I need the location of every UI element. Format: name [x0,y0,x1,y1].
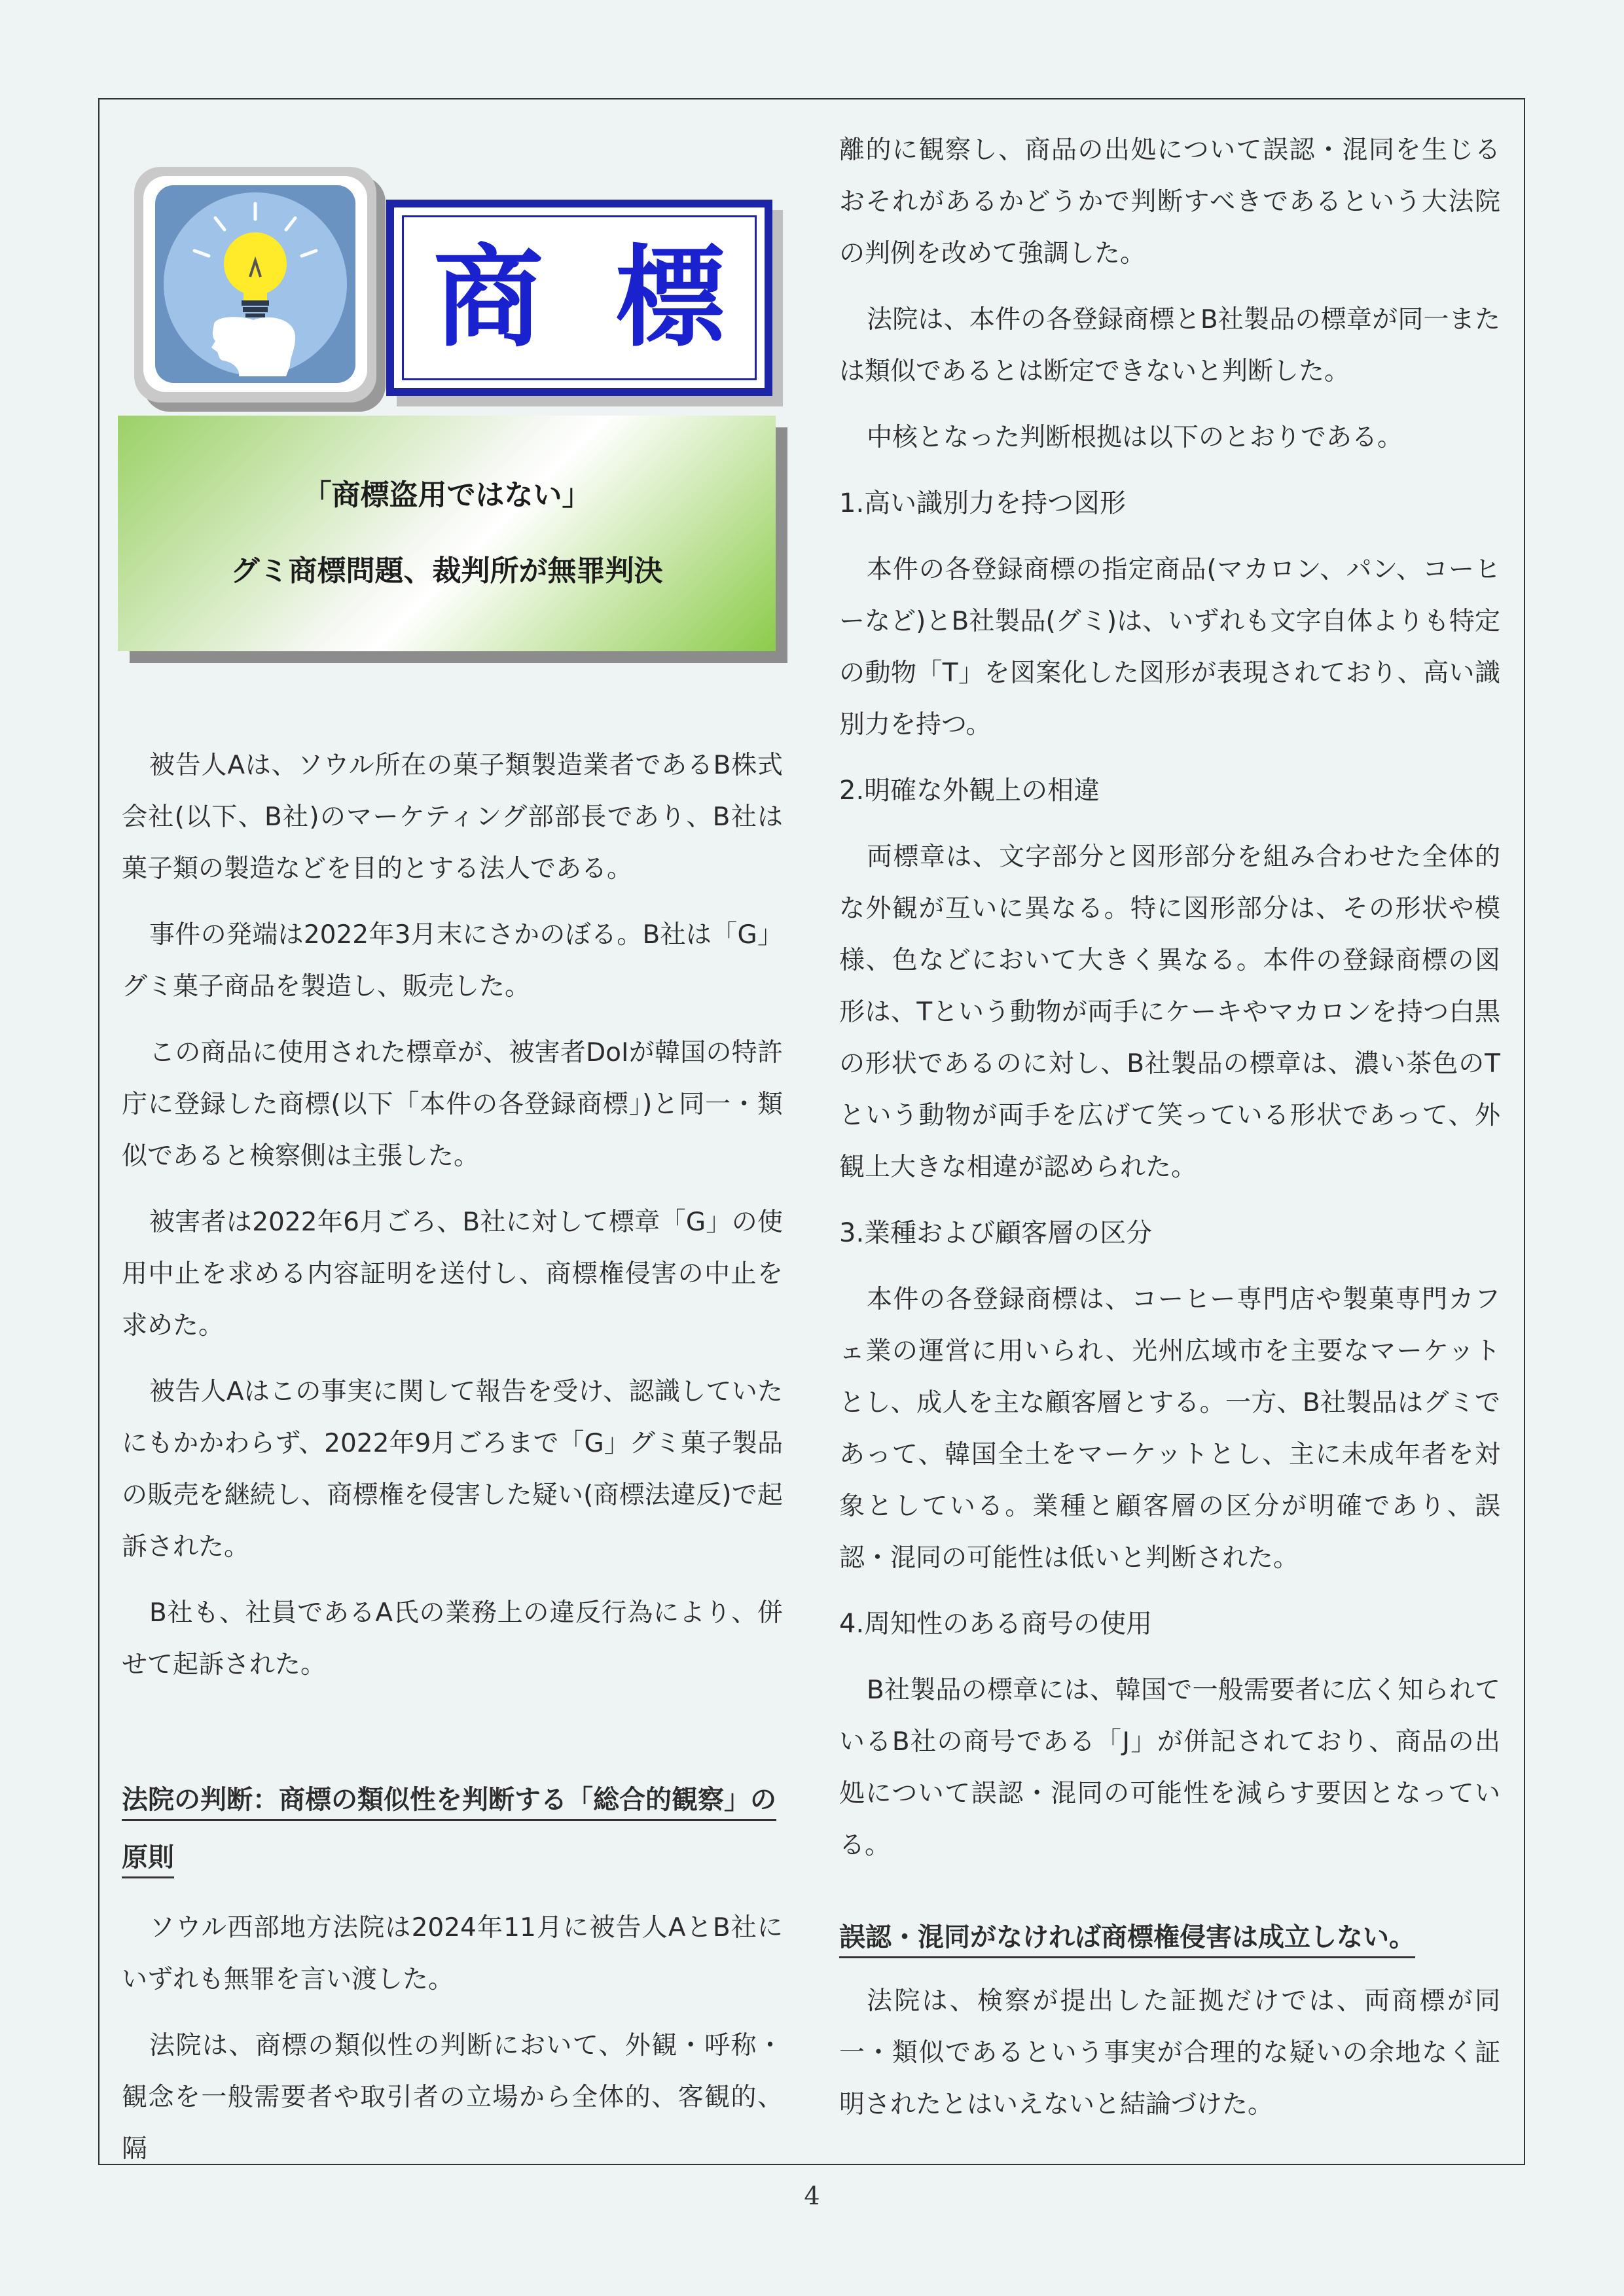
body-paragraph: B社も、社員であるA氏の業務上の違反行為により、併せて起訴された。 [122,1598,783,1679]
left-section [122,1774,783,2189]
body-paragraph: この商品に使用された標章が、被害者DoIが韓国の特許庁に登録した商標(以下「本件の各登録商標」)と同一・類似であると検察側は主張した。 [122,1038,783,1171]
lightbulb-head-icon [155,185,355,383]
body-paragraph: 被告人Aはこの事実に関して報告を受け、認識していたにもかかわらず、2022年9月ごろまで「G」グミ菓子製品の販売を継続し、商標権を侵害した疑い(商標法違反)で起訴された。 [122,1377,783,1562]
title-char-2: 標 [615,234,725,362]
left-column [122,740,783,1705]
body-paragraph: 法院は、商標の類似性の判断において、外観・呼称・観念を一般需要者や取引者の立場から全体的、客観的、隔 [122,2031,783,2164]
headline-line-1: 「商標盗用ではない」 [302,478,591,512]
point-text: 本件の各登録商標は、コーヒー専門店や製菓専門カフェ業の運営に用いられ、光州広域市を主要なマーケットとし、成人を主な顧客層とする。一方、B社製品はグミであって、韓国全土をマーケットとし、主に未成年者を対象としている。業種と顧客層の区分が明確であり、誤認・混同の可能性は低いと判断された。 [839,1285,1500,1573]
title-char-1: 商 [433,234,543,362]
body-paragraph: 離的に観察し、商品の出処について誤認・混同を生じるおそれがあるかどうかで判断すべきであるという大法院の判例を改めて強調した。 [839,135,1500,268]
page-number: 4 [804,2181,820,2210]
idea-icon-tile [134,167,376,403]
point-heading: 3.業種および顧客層の区分 [839,1218,1153,1248]
title-box [386,200,772,396]
section-title-line-1: 法院の判断：商標の類似性を判断する「総合的観察」の [122,1785,776,1821]
point-heading: 4.周知性のある商号の使用 [839,1609,1153,1639]
body-paragraph: ソウル西部地方法院は2024年11月に被告人AとB社にいずれも無罪を言い渡した。 [122,1913,783,1994]
body-paragraph: 中核となった判断根拠は以下のとおりである。 [867,423,1403,452]
point-text: 本件の各登録商標の指定商品(マカロン、パン、コーヒーなど)とB社製品(グミ)は、いずれも文字自体よりも特定の動物「T」を図案化した図形が表現されており、高い識別力を持つ。 [839,555,1500,740]
body-paragraph: 事件の発端は2022年3月末にさかのぼる。B社は「G」グミ菓子商品を製造し、販売した。 [122,920,783,1001]
right-column [839,124,1500,1886]
section-title-line-2: 原則 [122,1842,174,1878]
right-section [839,1911,1500,2145]
point-heading: 2.明確な外観上の相違 [839,776,1100,806]
point-text: 両標章は、文字部分と図形部分を組み合わせた全体的な外観が互いに異なる。特に図形部分は、その形状や模様、色などにおいて大きく異なる。本件の登録商標の図形は、Tという動物が両手にケーキやマカロンを持つ白黒の形状であるのに対し、B社製品の標章は、濃い茶色のTという動物が両手を広げて笑っている形状であって、外観上大きな相違が認められた。 [839,842,1500,1182]
headline-box [118,416,776,651]
body-paragraph: 被害者は2022年6月ごろ、B社に対して標章「G」の使用中止を求める内容証明を送付し、商標権侵害の中止を求めた。 [122,1208,783,1340]
section-title: 誤認・混同がなければ商標権侵害は成立しない。 [839,1922,1415,1958]
headline-line-2: グミ商標問題、裁判所が無罪判決 [230,554,663,588]
point-text: B社製品の標章には、韓国で一般需要者に広く知られているB社の商号である「J」が併記されており、商品の出処について誤認・混同の可能性を減らす要因となっている。 [839,1676,1500,1860]
point-heading: 1.高い識別力を持つ図形 [839,488,1127,518]
body-paragraph: 法院は、検察が提出した証拠だけでは、両商標が同一・類似であるという事実が合理的な疑いの余地なく証明されたとはいえないと結論づけた。 [839,1986,1500,2119]
body-paragraph: 被告人Aは、ソウル所在の菓子類製造業者であるB株式会社(以下、B社)のマーケティング部部長であり、B社は菓子類の製造などを目的とする法人である。 [122,751,783,884]
body-paragraph: 法院は、本件の各登録商標とB社製品の標章が同一または類似であるとは断定できないと判断した。 [839,305,1500,386]
